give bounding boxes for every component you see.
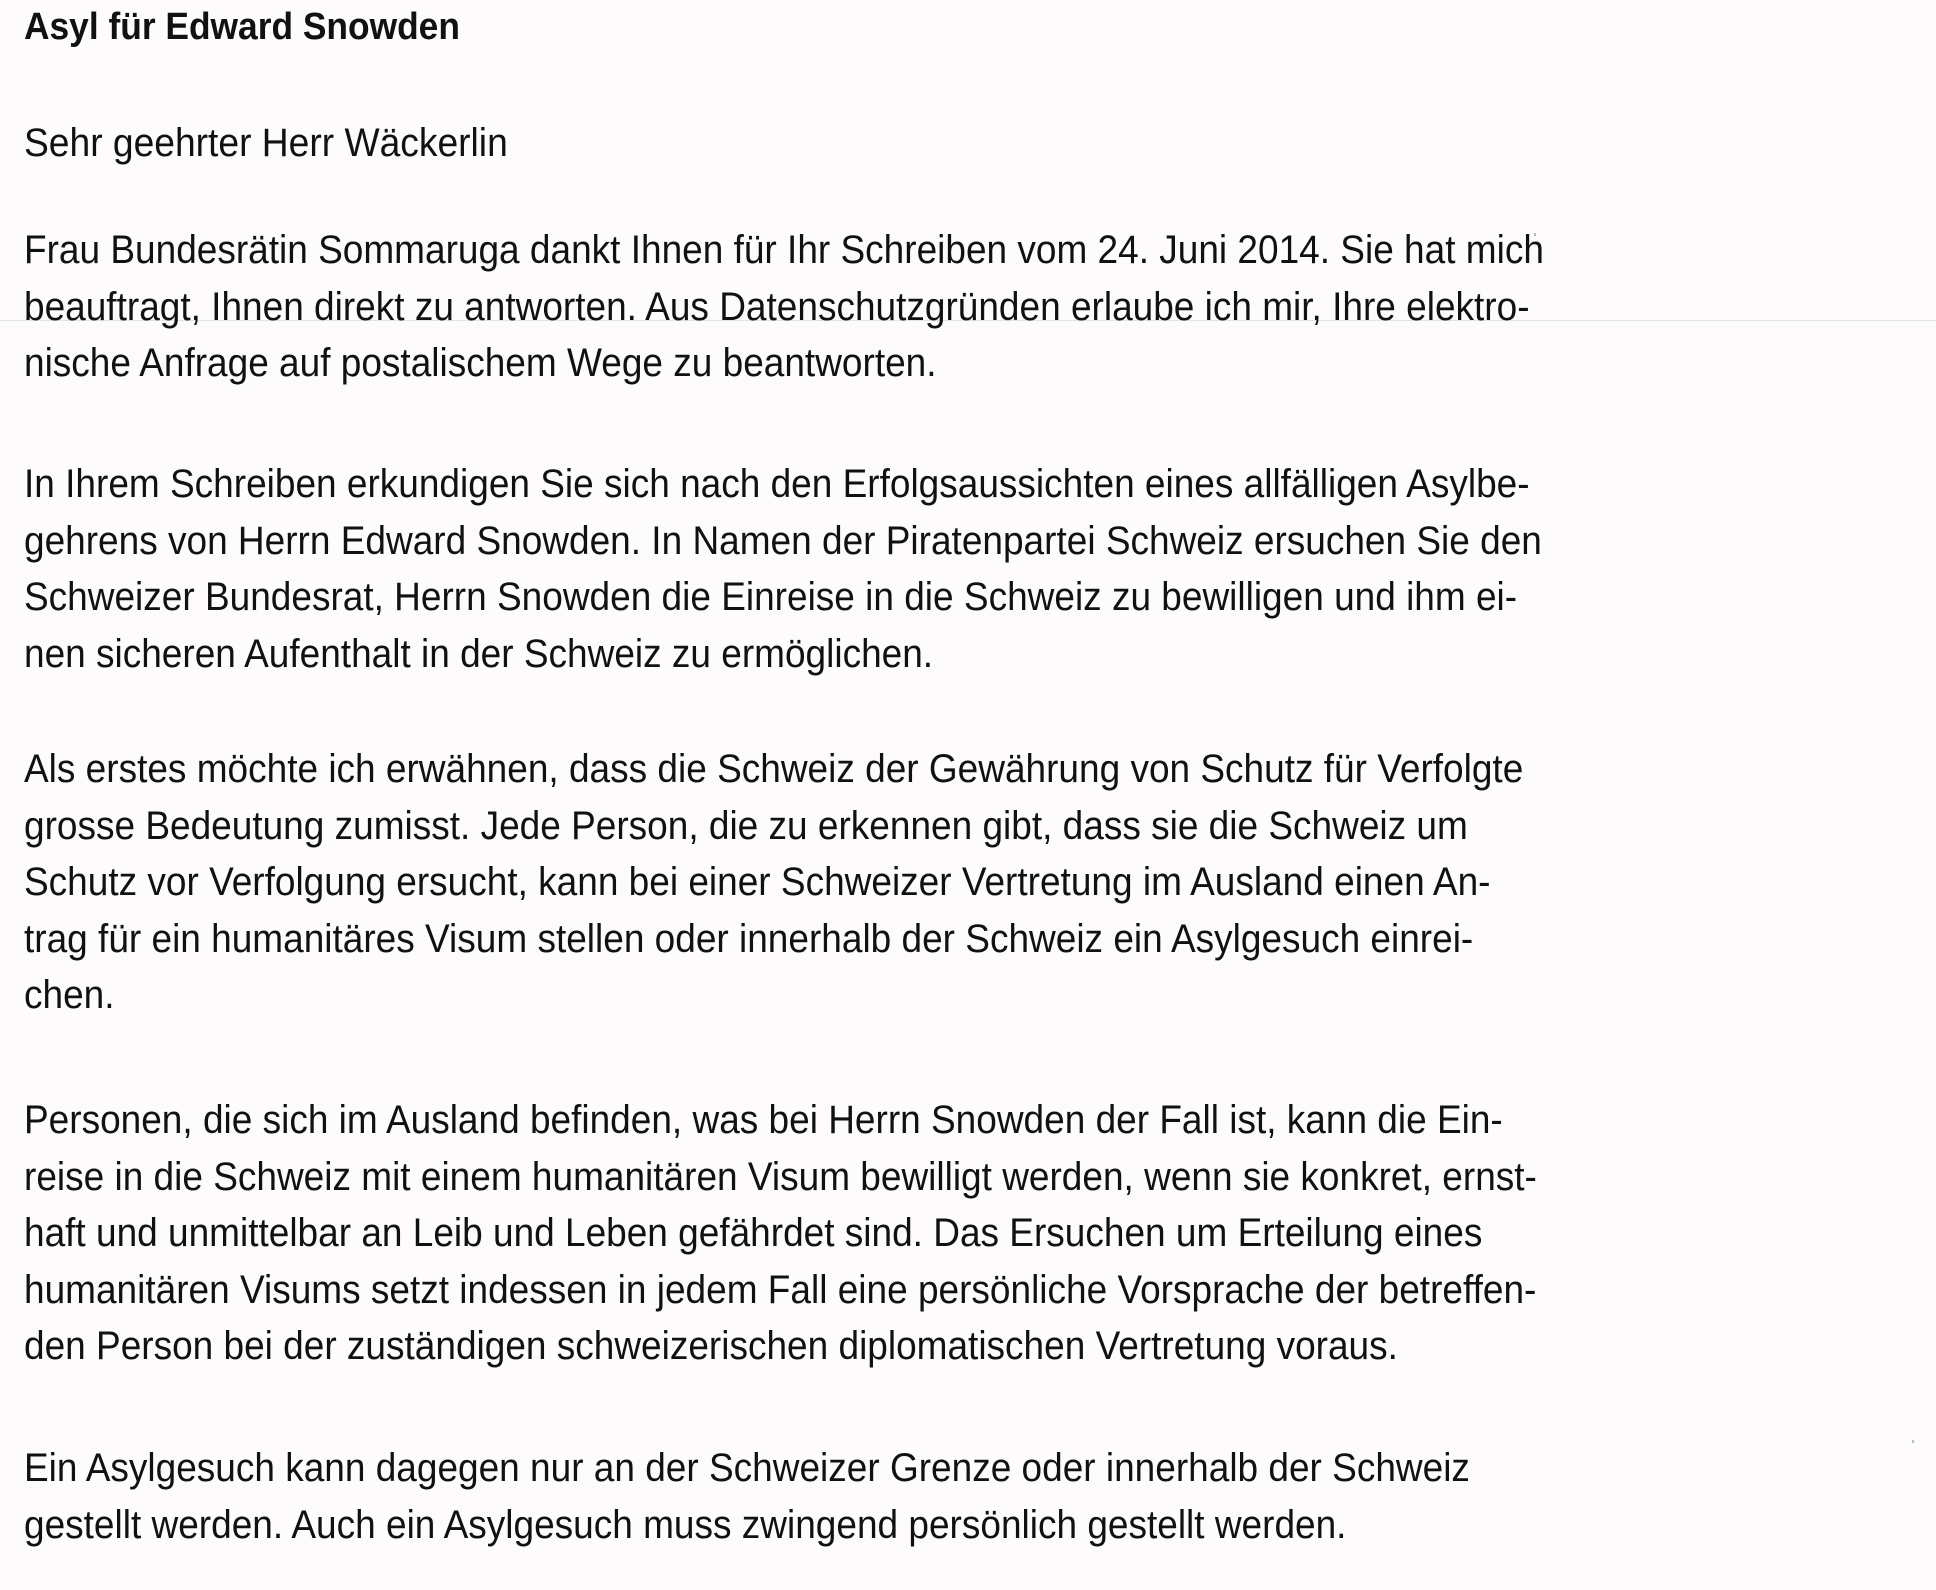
paragraph-1 bbox=[24, 222, 1667, 392]
text-line: Schutz vor Verfolgung ersucht, kann bei einer Schweizer Vertretung im Ausland einen An- bbox=[24, 860, 1491, 904]
text-line: Schweizer Bundesrat, Herrn Snowden die Einreise in die Schweiz zu bewilligen und ihm ei- bbox=[24, 575, 1518, 619]
text-line: reise in die Schweiz mit einem humanitären Visum bewilligt werden, wenn sie konkret, ernst- bbox=[24, 1154, 1537, 1199]
paragraph-5 bbox=[24, 1440, 1587, 1553]
text-line: chen. bbox=[24, 973, 115, 1017]
letter-salutation: Sehr geehrter Herr Wäckerlin bbox=[24, 121, 508, 165]
text-line: nische Anfrage auf postalischem Wege zu beantworten. bbox=[24, 341, 937, 385]
text-line: nen sicheren Aufenthalt in der Schweiz zu ermöglichen. bbox=[24, 631, 934, 676]
text-line: gehrens von Herrn Edward Snowden. In Namen der Piratenpartei Schweiz ersuchen Sie den bbox=[24, 518, 1542, 563]
text-line: trag für ein humanitäres Visum stellen oder innerhalb der Schweiz ein Asylgesuch einrei- bbox=[24, 916, 1474, 961]
text-line: haft und unmittelbar an Leib und Leben gefährdet sind. Das Ersuchen um Erteilung eines bbox=[24, 1211, 1483, 1255]
letter-title: Asyl für Edward Snowden bbox=[24, 6, 460, 48]
text-line: Frau Bundesrätin Sommaruga dankt Ihnen für Ihr Schreiben vom 24. Juni 2014. Sie hat mich bbox=[24, 228, 1544, 272]
text-line: Ein Asylgesuch kann dagegen nur an der Schweizer Grenze oder innerhalb der Schweiz bbox=[24, 1446, 1470, 1490]
text-line: den Person bei der zuständigen schweizerischen diplomatischen Vertretung voraus. bbox=[24, 1324, 1398, 1368]
text-line: gestellt werden. Auch ein Asylgesuch muss zwingend persönlich gestellt werden. bbox=[24, 1502, 1347, 1547]
text-line: humanitären Visums setzt indessen in jedem Fall eine persönliche Vorsprache der betreffen- bbox=[24, 1267, 1537, 1312]
text-line: Personen, die sich im Ausland befinden, was bei Herrn Snowden der Fall ist, kann die Ein- bbox=[24, 1098, 1503, 1142]
text-line: Als erstes möchte ich erwähnen, dass die Schweiz der Gewährung von Schutz für Verfolgte bbox=[24, 747, 1524, 791]
text-line: In Ihrem Schreiben erkundigen Sie sich nach den Erfolgsaussichten eines allfälligen Asylbe- bbox=[24, 462, 1530, 506]
text-line: beauftragt, Ihnen direkt zu antworten. Aus Datenschutzgründen erlaube ich mir, Ihre elektro- bbox=[24, 284, 1530, 329]
paragraph-4 bbox=[24, 1092, 1660, 1375]
paragraph-3 bbox=[24, 741, 1645, 1024]
scan-speck bbox=[1912, 1440, 1914, 1443]
text-line: grosse Bedeutung zumisst. Jede Person, die zu erkennen gibt, dass sie die Schweiz um bbox=[24, 803, 1468, 848]
paragraph-2 bbox=[24, 456, 1665, 682]
